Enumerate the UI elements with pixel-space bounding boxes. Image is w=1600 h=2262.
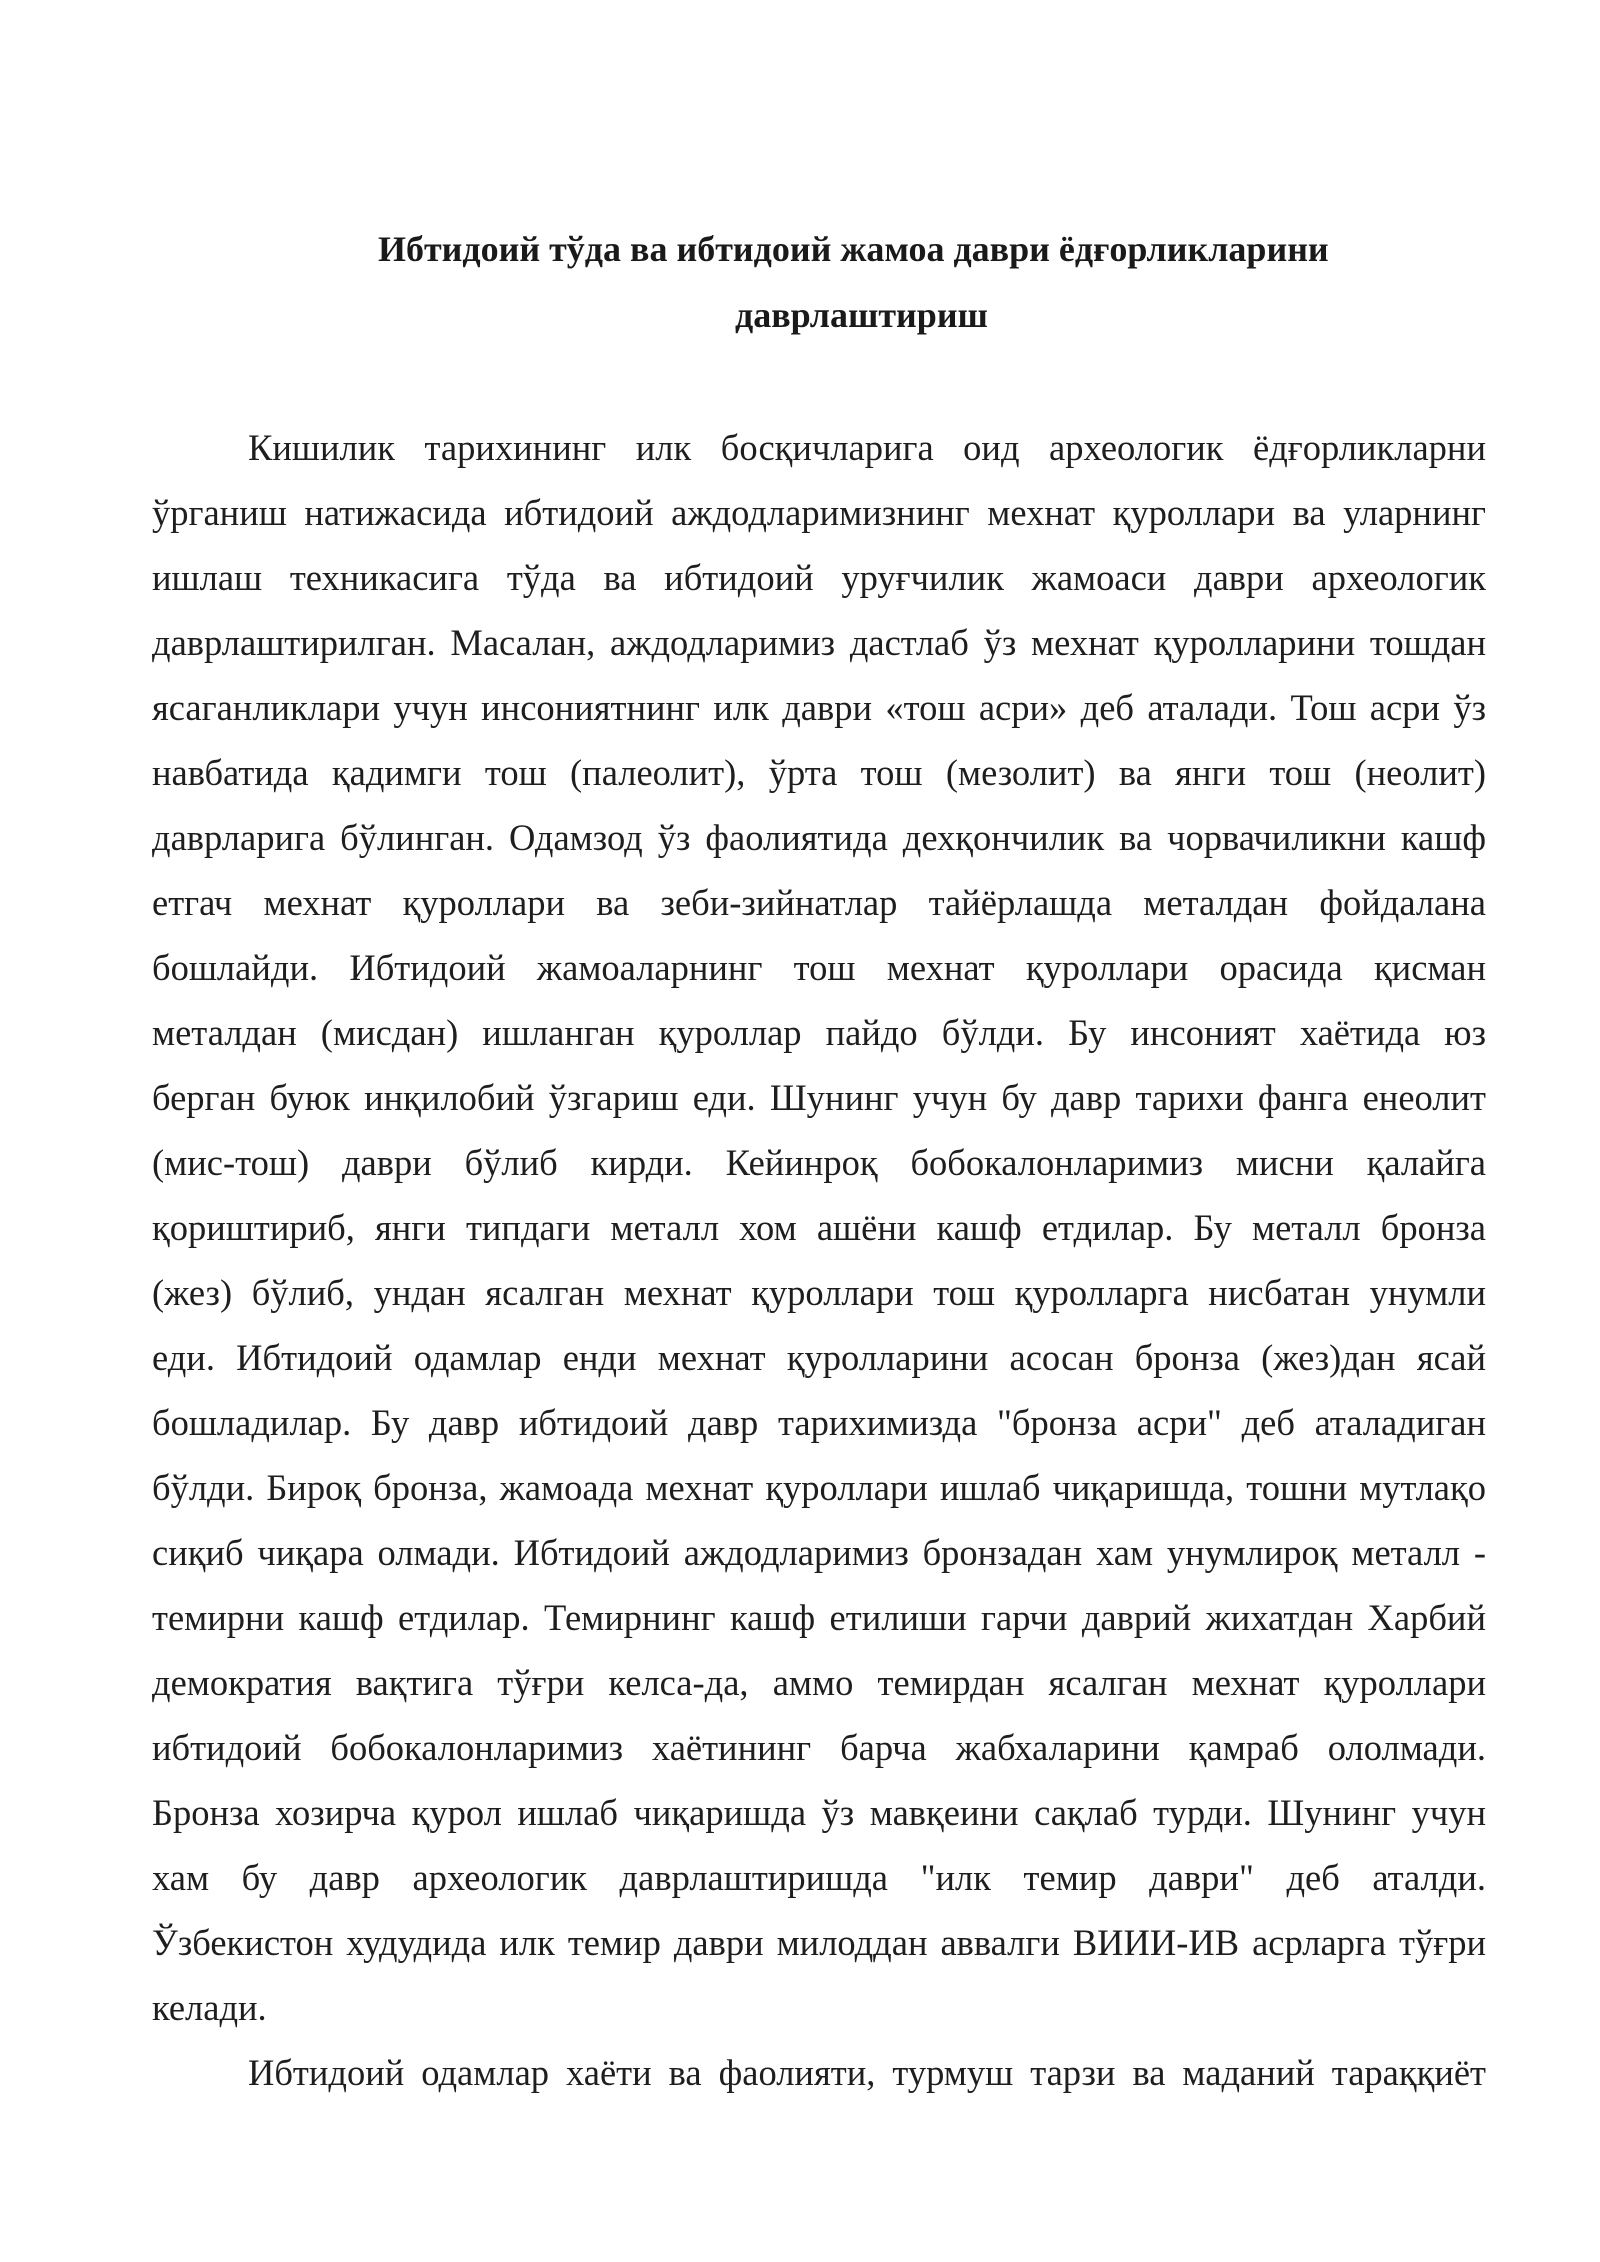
- paragraph-line: темирни кашф етдилар. Темирнинг кашф етилиши гарчи даврий жихатдан Харбий: [152, 1597, 1486, 1638]
- paragraph-line: (мис-тош) даври бўлиб кирди. Кейинроқ бобокалонларимиз мисни қалайга: [152, 1142, 1486, 1183]
- paragraph-line: берган буюк инқилобий ўзгариш еди. Шунинг учун бу давр тарихи фанга енеолит: [152, 1077, 1486, 1118]
- title-line-1: Ибтидоий тўда ва ибтидоий жамоа даври ёдғорликларини: [378, 229, 1329, 269]
- paragraph-line: бошладилар. Бу давр ибтидоий давр тарихимизда "бронза асри" деб аталадиган: [152, 1402, 1486, 1443]
- paragraph-line: даврлаштирилган. Масалан, аждодларимиз дастлаб ўз мехнат қуролларини тошдан: [152, 622, 1486, 663]
- paragraph-line: қориштириб, янги типдаги металл хом ашёни кашф етдилар. Бу металл бронза: [152, 1207, 1486, 1248]
- paragraph-line: келади.: [152, 1987, 267, 2028]
- paragraph-line: сиқиб чиқара олмади. Ибтидоий аждодларимиз бронзадан хам унумлироқ металл -: [152, 1532, 1486, 1573]
- paragraph-line: еди. Ибтидоий одамлар енди мехнат қуролларини асосан бронза (жез)дан ясай: [152, 1337, 1486, 1378]
- paragraph-line: металдан (мисдан) ишланган қуроллар пайдо бўлди. Бу инсоният хаётида юз: [152, 1012, 1486, 1053]
- paragraph-line: Кишилик тарихининг илк босқичларига оид археологик ёдғорликларни: [248, 427, 1486, 468]
- paragraph-line: (жез) бўлиб, ундан ясалган мехнат қуроллари тош қуролларга нисбатан унумли: [152, 1272, 1486, 1313]
- document-title: [150, 216, 1486, 348]
- paragraph-line: ишлаш техникасига тўда ва ибтидоий уруғчилик жамоаси даври археологик: [152, 557, 1486, 598]
- paragraph-line: Ибтидоий одамлар хаёти ва фаолияти, турмуш тарзи ва маданий тараққиёт: [248, 2052, 1486, 2093]
- paragraph-line: ўрганиш натижасида ибтидоий аждодларимизнинг мехнат қуроллари ва уларнинг: [152, 492, 1486, 533]
- paragraph-line: бўлди. Бироқ бронза, жамоада мехнат қуроллари ишлаб чиқаришда, тошни мутлақо: [152, 1467, 1486, 1508]
- paragraph-line: Ўзбекистон худудида илк темир даври милоддан аввалги ВИИИ-ИВ асрларга тўғри: [152, 1922, 1486, 1963]
- paragraph-line: ясаганликлари учун инсониятнинг илк даври «тош асри» деб аталади. Тош асри ўз: [152, 687, 1486, 728]
- paragraph-line: хам бу давр археологик даврлаштиришда "илк темир даври" деб аталди.: [152, 1857, 1486, 1898]
- paragraph-line: даврларига бўлинган. Одамзод ўз фаолиятида дехқончилик ва чорвачиликни кашф: [152, 817, 1486, 858]
- paragraph-line: Бронза хозирча қурол ишлаб чиқаришда ўз мавқеини сақлаб турди. Шунинг учун: [152, 1792, 1486, 1833]
- paragraph-line: бошлайди. Ибтидоий жамоаларнинг тош мехнат қуроллари орасида қисман: [152, 947, 1486, 988]
- title-line-2: даврлаштириш: [735, 295, 988, 335]
- paragraph-line: демократия вақтига тўғри келса-да, аммо темирдан ясалган мехнат қуроллари: [152, 1662, 1486, 1703]
- document-body: [152, 415, 1486, 2105]
- paragraph-line: ибтидоий бобокалонларимиз хаётининг барча жабхаларини қамраб ололмади.: [152, 1727, 1486, 1768]
- paragraph-line: етгач мехнат қуроллари ва зеби-зийнатлар тайёрлашда металдан фойдалана: [152, 882, 1486, 923]
- paragraph-line: навбатида қадимги тош (палеолит), ўрта тош (мезолит) ва янги тош (неолит): [152, 752, 1486, 793]
